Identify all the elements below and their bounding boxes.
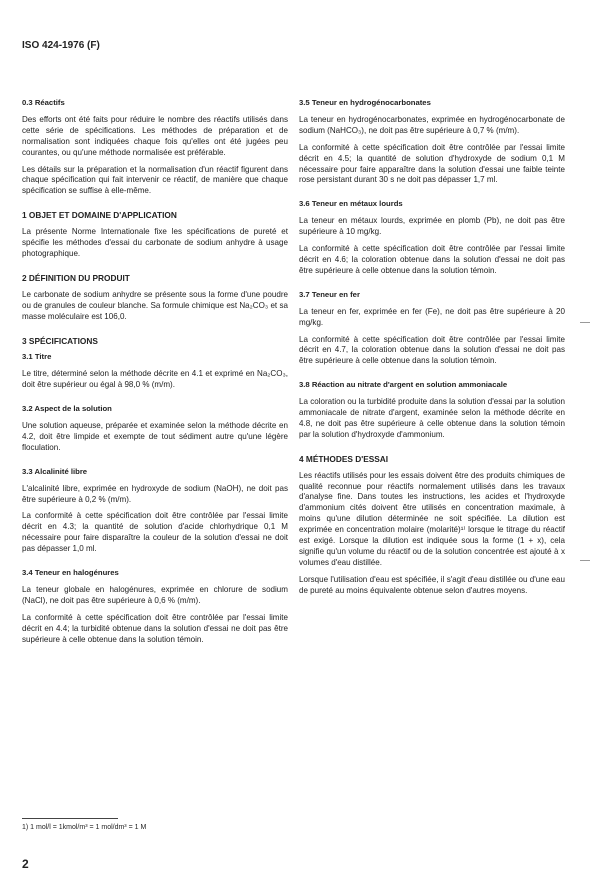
section-3-7 bbox=[299, 290, 565, 367]
paragraph: L'alcalinité libre, exprimée en hydroxyde de sodium (NaOH), ne doit pas être supérieure à 0,2 % (m/m). bbox=[22, 483, 288, 504]
paragraph: Le titre, déterminé selon la méthode décrite en 4.1 et exprimé en Na₂CO₃, doit être supérieur ou égal à 98,0 % (m/m). bbox=[22, 369, 288, 390]
paragraph: Le carbonate de sodium anhydre se présente sous la forme d'une poudre ou de granules de couleur blanche. Sa formule chimique est Na₂CO₃ et sa masse moléculaire est 106,0. bbox=[22, 289, 288, 321]
paragraph: La coloration ou la turbidité produite dans la solution d'essai par la solution ammoniacale de nitrate d'argent, examinée selon la méthode décrite en 4.8, ne doit pas être supérieure à celle obtenue dans la solution témoin par la solution d'hydroxyde d'ammonium. bbox=[299, 397, 565, 439]
section-title: 3.2 Aspect de la solution bbox=[22, 404, 112, 414]
page-number: 2 bbox=[22, 857, 29, 871]
section-3-6 bbox=[299, 199, 565, 276]
section-title: 3.4 Teneur en halogénures bbox=[22, 568, 119, 578]
section-title: 3 SPÉCIFICATIONS bbox=[22, 335, 98, 346]
section-2 bbox=[22, 273, 288, 323]
section-3 bbox=[22, 336, 288, 347]
right-column bbox=[299, 98, 565, 610]
section-4 bbox=[299, 454, 565, 597]
section-title: 0.3 Réactifs bbox=[22, 98, 65, 107]
paragraph: La teneur en hydrogénocarbonates, exprimée en hydrogénocarbonate de sodium (NaHCO₃), ne doit pas être supérieure à 0,7 % (m/m). bbox=[299, 114, 565, 135]
section-title: 3.8 Réaction au nitrate d'argent en solution ammoniacale bbox=[299, 380, 508, 390]
section-title: 1 OBJET ET DOMAINE D'APPLICATION bbox=[22, 210, 177, 221]
paragraph: Les détails sur la préparation et la normalisation d'un réactif figurent dans chaque spécification qui fait intervenir ce réactif, de manière que chaque spécification se suffise à elle-même. bbox=[22, 164, 288, 196]
section-title: 3.6 Teneur en métaux lourds bbox=[299, 199, 403, 209]
margin-mark bbox=[580, 560, 590, 561]
section-title: 3.7 Teneur en fer bbox=[299, 289, 360, 299]
section-3-2 bbox=[22, 404, 288, 454]
section-title: 2 DÉFINITION DU PRODUIT bbox=[22, 272, 130, 283]
paragraph: Les réactifs utilisés pour les essais doivent être des produits chimiques de qualité reconnue pour réactifs normalement utilisés dans les travaux d'analyse fine. Dans toutes les instructions, les acides et l'hydroxyde d'ammonium cités doivent être utilisés en concentration maximale, à moins qu'une dilution déterminée ne soit spécifiée. La dilution est exprimée en concentration molaire (molarité)¹⁾ lorsque le titrage du réactif est exigé. Lorsque la dilution est indiquée sous la forme (1 + x), cela signifie qu'un volume du réactif ou de la solution concentrée est ajouté à x volumes d'eau distillée. bbox=[299, 470, 565, 567]
section-title: 3.5 Teneur en hydrogénocarbonates bbox=[299, 98, 431, 107]
section-3-8 bbox=[299, 380, 565, 441]
paragraph: La conformité à cette spécification doit être contrôlée par l'essai limite décrit en 4.6; la coloration obtenue dans la solution d'essai ne doit pas être supérieure à celle obtenue dans la solution témoin. bbox=[299, 244, 565, 275]
document-header: ISO 424-1976 (F) bbox=[22, 40, 100, 51]
paragraph: Des efforts ont été faits pour réduire le nombre des réactifs utilisés dans cette série de spécifications. Les méthodes de préparation et de normalisation sont indiquées chaque fois qu'elles ont été jugées peu courantes, ou qu'une méthode normalisée est préférable. bbox=[22, 114, 288, 157]
section-0-3 bbox=[22, 98, 288, 197]
paragraph: Une solution aqueuse, préparée et examinée selon la méthode décrite en 4.2, doit être limpide et exempte de tout sédiment autre qu'une légère floculation. bbox=[22, 421, 288, 452]
section-3-3 bbox=[22, 467, 288, 555]
section-3-5 bbox=[299, 98, 565, 186]
paragraph: La teneur globale en halogénures, exprimée en chlorure de sodium (NaCl), ne doit pas être supérieure à 0,6 % (m/m). bbox=[22, 585, 288, 605]
paragraph: La présente Norme Internationale fixe les spécifications de pureté et spécifie les méthodes d'essai du carbonate de sodium anhydre à usage photographique. bbox=[22, 227, 288, 258]
footnote: 1) 1 mol/l = 1kmol/m³ = 1 mol/dm³ = 1 M bbox=[22, 824, 147, 831]
section-title: 3.3 Alcalinité libre bbox=[22, 466, 88, 476]
section-3-1 bbox=[22, 352, 288, 391]
footnote-rule bbox=[22, 818, 118, 819]
paragraph: La conformité à cette spécification doit être contrôlée par l'essai limite décrit en 4.5; la quantité de solution d'hydroxyde de sodium 0,1 M nécessaire pour faire apparaître dans la solution d'essai une faible teinte rose persistant durant 30 s ne doit pas dépasser 1,7 ml. bbox=[299, 142, 565, 185]
paragraph: La teneur en métaux lourds, exprimée en plomb (Pb), ne doit pas être supérieure à 10 mg/kg. bbox=[299, 216, 565, 237]
margin-mark bbox=[580, 322, 590, 323]
section-title: 3.1 Titre bbox=[22, 352, 52, 362]
section-1 bbox=[22, 210, 288, 260]
paragraph: La conformité à cette spécification doit être contrôlée par l'essai limite décrit en 4.7, la coloration obtenue dans la solution d'essai ne doit pas être supérieure à celle obtenue dans la solution témoin. bbox=[299, 334, 565, 366]
paragraph: La conformité à cette spécification doit être contrôlée par l'essai limite décrit en 4.3; la quantité de solution d'acide chlorhydrique 0,1 M nécessaire pour faire disparaître la couleur de la solution d'essai ne doit pas dépasser 1,0 ml. bbox=[22, 511, 288, 554]
paragraph: La teneur en fer, exprimée en fer (Fe), ne doit pas être supérieure à 20 mg/kg. bbox=[299, 306, 565, 327]
section-3-4 bbox=[22, 568, 288, 645]
left-column bbox=[22, 98, 288, 659]
paragraph: Lorsque l'utilisation d'eau est spécifiée, il s'agit d'eau distillée ou d'une eau de pureté au moins équivalente obtenue selon d'autres moyens. bbox=[299, 574, 565, 595]
paragraph: La conformité à cette spécification doit être contrôlée par l'essai limite décrit en 4.4; la turbidité obtenue dans la solution d'essai ne doit pas être supérieure à celle obtenue dans la solution témoin. bbox=[22, 612, 288, 644]
section-title: 4 MÉTHODES D'ESSAI bbox=[299, 453, 389, 464]
